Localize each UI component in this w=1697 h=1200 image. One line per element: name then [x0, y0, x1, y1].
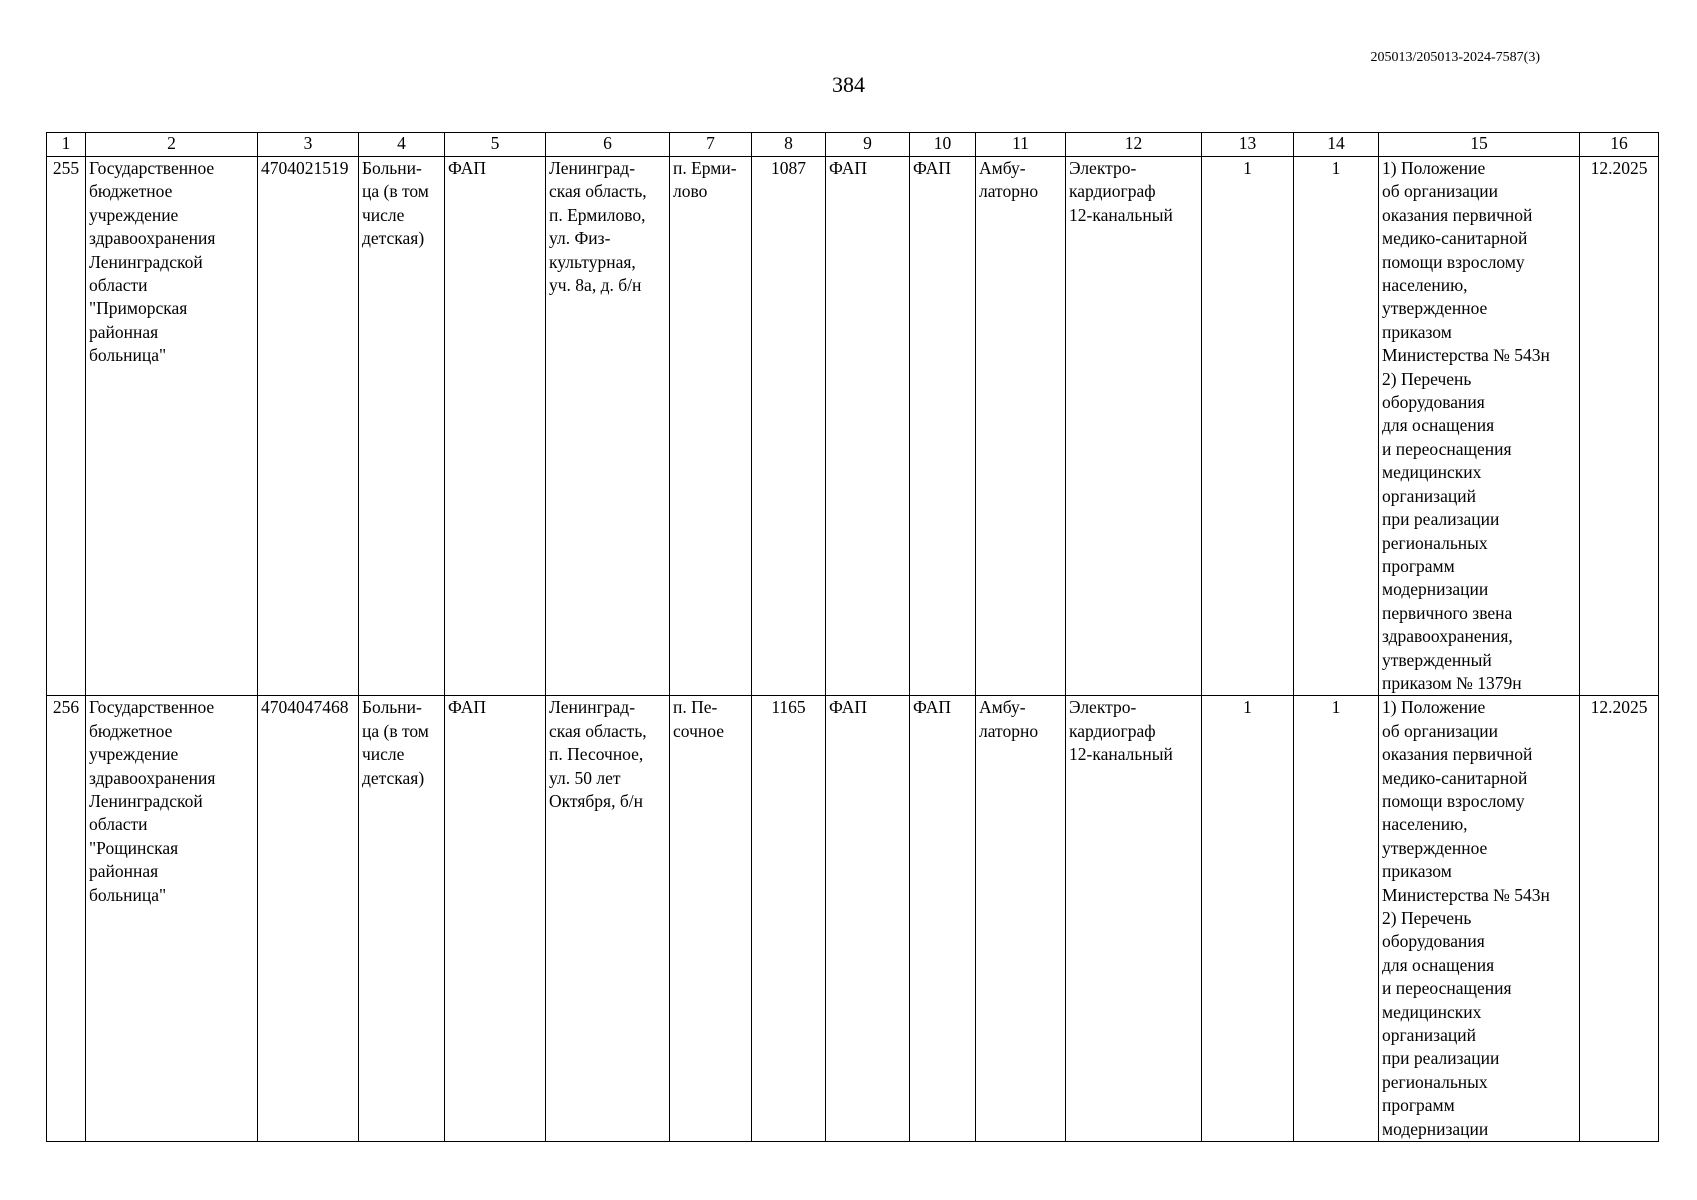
care-form-cell: Амбу- латорно	[976, 696, 1066, 1142]
address-cell: Ленинград- ская область, п. Ермилово, ул. Физ- культурная, уч. 8а, д. б/н	[546, 157, 670, 696]
inn-cell: 4704047468	[258, 696, 359, 1142]
unit-cell: ФАП	[445, 696, 546, 1142]
column-number: 15	[1379, 133, 1580, 157]
table-row	[47, 157, 1659, 696]
column-number: 6	[546, 133, 670, 157]
column-number: 5	[445, 133, 546, 157]
column-number: 16	[1580, 133, 1659, 157]
page-number: 384	[832, 72, 865, 97]
column-number: 1	[47, 133, 86, 157]
row-number: 256	[47, 696, 86, 1142]
column-number: 7	[670, 133, 752, 157]
column-number: 14	[1294, 133, 1379, 157]
quantity-cell: 1	[1294, 157, 1379, 696]
inn-cell: 4704021519	[258, 157, 359, 696]
col9-cell: ФАП	[826, 696, 910, 1142]
date-cell: 12.2025	[1580, 157, 1659, 696]
date-cell: 12.2025	[1580, 696, 1659, 1142]
address-cell: Ленинград- ская область, п. Песочное, ул. 50 лет Октября, б/н	[546, 696, 670, 1142]
equipment-cell: Электро- кардиограф 12-канальный	[1066, 157, 1202, 696]
column-number: 8	[752, 133, 826, 157]
column-number-row	[47, 133, 1659, 157]
column-number: 11	[976, 133, 1066, 157]
row-number: 255	[47, 157, 86, 696]
population-cell: 1087	[752, 157, 826, 696]
col10-cell: ФАП	[910, 696, 976, 1142]
basis-cell: 1) Положение об организации оказания первичной медико-санитарной помощи взрослому населению, утвержденное приказом Министерства № 543н 2) Перечень оборудования для оснащения и переоснащения медицинских организаций при реализации региональных программ модернизации первичного звена здравоохранения, утвержденный приказом № 1379н	[1379, 157, 1580, 696]
population-cell: 1165	[752, 696, 826, 1142]
care-form-cell: Амбу- латорно	[976, 157, 1066, 696]
col10-cell: ФАП	[910, 157, 976, 696]
locality-cell: п. Ерми- лово	[670, 157, 752, 696]
equipment-cell: Электро- кардиограф 12-канальный	[1066, 696, 1202, 1142]
column-number: 3	[258, 133, 359, 157]
organization-name: Государственное бюджетное учреждение здравоохранения Ленинградской области "Приморская районная больница"	[86, 157, 258, 696]
quantity-cell: 1	[1202, 157, 1294, 696]
document-id: 205013/205013-2024-7587(3)	[1370, 50, 1540, 65]
column-number: 12	[1066, 133, 1202, 157]
column-number: 2	[86, 133, 258, 157]
quantity-cell: 1	[1202, 696, 1294, 1142]
col9-cell: ФАП	[826, 157, 910, 696]
facility-type: Больни- ца (в том числе детская)	[359, 157, 445, 696]
column-number: 4	[359, 133, 445, 157]
unit-cell: ФАП	[445, 157, 546, 696]
organization-name: Государственное бюджетное учреждение здравоохранения Ленинградской области "Рощинская районная больница"	[86, 696, 258, 1142]
quantity-cell: 1	[1294, 696, 1379, 1142]
column-number: 9	[826, 133, 910, 157]
facility-type: Больни- ца (в том числе детская)	[359, 696, 445, 1142]
basis-cell: 1) Положение об организации оказания первичной медико-санитарной помощи взрослому населению, утвержденное приказом Министерства № 543н 2) Перечень оборудования для оснащения и переоснащения медицинских организаций при реализации региональных программ модернизации	[1379, 696, 1580, 1142]
locality-cell: п. Пе- сочное	[670, 696, 752, 1142]
table-row	[47, 696, 1659, 1142]
register-table	[46, 132, 1659, 1142]
column-number: 10	[910, 133, 976, 157]
column-number: 13	[1202, 133, 1294, 157]
